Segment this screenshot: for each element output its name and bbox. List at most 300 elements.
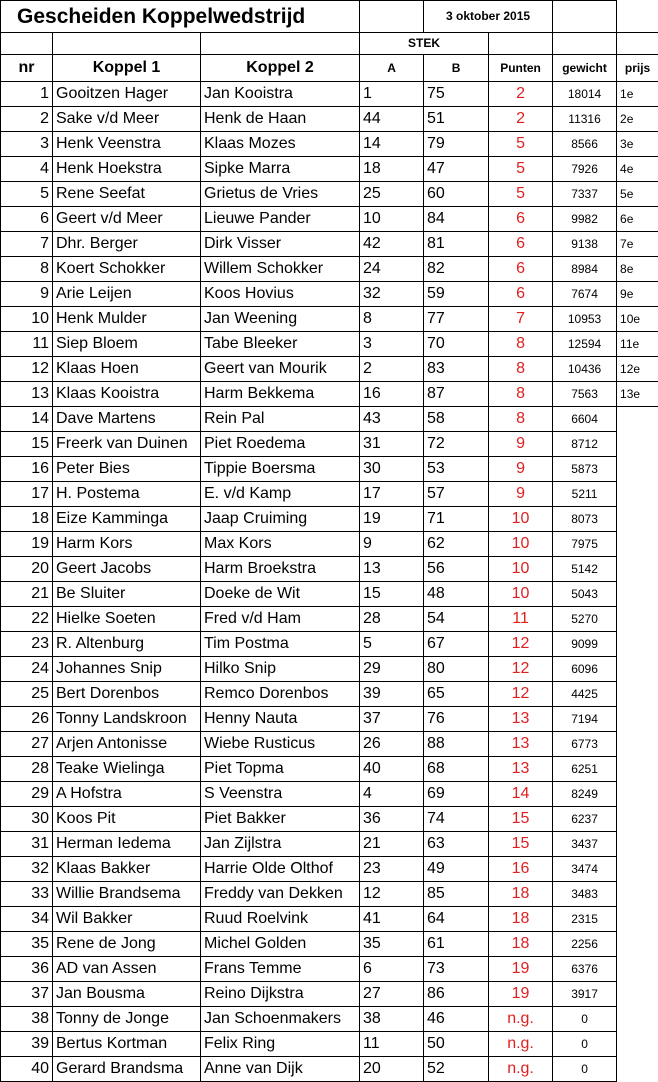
cell-koppel2: Piet Topma — [201, 757, 360, 782]
cell-koppel1: Koos Pit — [53, 807, 201, 832]
table-row — [1, 607, 658, 632]
cell-koppel2: Anne van Dijk — [201, 1057, 360, 1082]
cell-stek-b: 49 — [424, 857, 489, 882]
cell-stek-a: 16 — [360, 382, 424, 407]
cell-stek-b: 68 — [424, 757, 489, 782]
cell-punten: 9 — [489, 432, 553, 457]
cell-koppel2: Ruud Roelvink — [201, 907, 360, 932]
header-prijs: prijs — [617, 55, 658, 82]
cell-prijs: 4e — [617, 157, 658, 182]
table-row — [1, 932, 658, 957]
cell-prijs — [617, 907, 658, 932]
cell-stek-a: 6 — [360, 957, 424, 982]
cell-stek-b: 61 — [424, 932, 489, 957]
table-row — [1, 482, 658, 507]
cell-koppel1: Eize Kamminga — [53, 507, 201, 532]
cell-gewicht: 6604 — [553, 407, 617, 432]
cell-koppel2: Tim Postma — [201, 632, 360, 657]
cell-koppel1: Klaas Hoen — [53, 357, 201, 382]
table-row — [1, 757, 658, 782]
cell-prijs — [617, 1057, 658, 1082]
cell-stek-a: 27 — [360, 982, 424, 1007]
cell-stek-b: 62 — [424, 532, 489, 557]
cell-punten: 13 — [489, 732, 553, 757]
cell-punten: 6 — [489, 282, 553, 307]
cell-gewicht: 8566 — [553, 132, 617, 157]
cell-prijs: 8e — [617, 257, 658, 282]
cell-prijs — [617, 957, 658, 982]
cell-koppel1: Sake v/d Meer — [53, 107, 201, 132]
cell-stek-b: 88 — [424, 732, 489, 757]
cell-koppel1: Harm Kors — [53, 532, 201, 557]
cell-stek-a: 30 — [360, 457, 424, 482]
cell-stek-b: 80 — [424, 657, 489, 682]
cell-gewicht: 0 — [553, 1057, 617, 1082]
cell-nr: 2 — [1, 107, 53, 132]
empty-cell — [553, 33, 617, 55]
stek-row — [1, 33, 658, 55]
cell-stek-a: 12 — [360, 882, 424, 907]
cell-gewicht: 3483 — [553, 882, 617, 907]
cell-punten: 5 — [489, 182, 553, 207]
cell-nr: 29 — [1, 782, 53, 807]
cell-gewicht: 8073 — [553, 507, 617, 532]
cell-stek-a: 13 — [360, 557, 424, 582]
cell-koppel1: R. Altenburg — [53, 632, 201, 657]
cell-nr: 33 — [1, 882, 53, 907]
cell-prijs — [617, 782, 658, 807]
empty-cell — [1, 33, 53, 55]
cell-nr: 31 — [1, 832, 53, 857]
cell-punten: 8 — [489, 407, 553, 432]
cell-gewicht: 3437 — [553, 832, 617, 857]
cell-stek-b: 87 — [424, 382, 489, 407]
table-row — [1, 782, 658, 807]
cell-stek-b: 56 — [424, 557, 489, 582]
cell-stek-b: 76 — [424, 707, 489, 732]
cell-koppel2: Frans Temme — [201, 957, 360, 982]
empty-cell — [489, 33, 553, 55]
cell-prijs — [617, 582, 658, 607]
cell-koppel1: Arjen Antonisse — [53, 732, 201, 757]
cell-koppel1: Jan Bousma — [53, 982, 201, 1007]
cell-stek-b: 81 — [424, 232, 489, 257]
cell-koppel1: Bertus Kortman — [53, 1032, 201, 1057]
cell-stek-a: 15 — [360, 582, 424, 607]
cell-prijs: 5e — [617, 182, 658, 207]
cell-punten: 6 — [489, 232, 553, 257]
cell-stek-a: 23 — [360, 857, 424, 882]
cell-nr: 37 — [1, 982, 53, 1007]
table-row — [1, 332, 658, 357]
header-nr: nr — [1, 55, 53, 82]
cell-koppel1: Geert Jacobs — [53, 557, 201, 582]
table-row — [1, 732, 658, 757]
table-row — [1, 307, 658, 332]
cell-stek-b: 83 — [424, 357, 489, 382]
cell-nr: 10 — [1, 307, 53, 332]
cell-koppel2: Dirk Visser — [201, 232, 360, 257]
cell-gewicht: 3474 — [553, 857, 617, 882]
cell-stek-a: 26 — [360, 732, 424, 757]
cell-punten: 12 — [489, 632, 553, 657]
cell-nr: 24 — [1, 657, 53, 682]
empty-cell — [617, 1, 658, 33]
table-row — [1, 507, 658, 532]
table-row — [1, 632, 658, 657]
cell-prijs: 3e — [617, 132, 658, 157]
cell-prijs — [617, 882, 658, 907]
table-row — [1, 532, 658, 557]
cell-gewicht: 3917 — [553, 982, 617, 1007]
cell-prijs — [617, 457, 658, 482]
cell-nr: 36 — [1, 957, 53, 982]
cell-stek-a: 25 — [360, 182, 424, 207]
cell-koppel1: Tonny de Jonge — [53, 1007, 201, 1032]
cell-stek-a: 17 — [360, 482, 424, 507]
cell-prijs — [617, 657, 658, 682]
cell-gewicht: 10436 — [553, 357, 617, 382]
cell-koppel2: Fred v/d Ham — [201, 607, 360, 632]
cell-stek-a: 18 — [360, 157, 424, 182]
cell-stek-b: 85 — [424, 882, 489, 907]
cell-koppel2: Sipke Marra — [201, 157, 360, 182]
cell-stek-a: 35 — [360, 932, 424, 957]
cell-gewicht: 11316 — [553, 107, 617, 132]
cell-koppel1: Dave Martens — [53, 407, 201, 432]
cell-koppel1: Freerk van Duinen — [53, 432, 201, 457]
cell-koppel2: Max Kors — [201, 532, 360, 557]
cell-gewicht: 2315 — [553, 907, 617, 932]
cell-nr: 26 — [1, 707, 53, 732]
cell-koppel2: Jan Schoenmakers — [201, 1007, 360, 1032]
cell-stek-a: 31 — [360, 432, 424, 457]
cell-nr: 5 — [1, 182, 53, 207]
cell-koppel2: Doeke de Wit — [201, 582, 360, 607]
cell-prijs: 2e — [617, 107, 658, 132]
table-row — [1, 582, 658, 607]
cell-stek-a: 28 — [360, 607, 424, 632]
sheet-title: Gescheiden Koppelwedstrijd — [1, 1, 360, 33]
cell-punten: 9 — [489, 482, 553, 507]
cell-prijs — [617, 607, 658, 632]
cell-nr: 32 — [1, 857, 53, 882]
cell-stek-a: 41 — [360, 907, 424, 932]
cell-stek-b: 86 — [424, 982, 489, 1007]
cell-koppel2: Harrie Olde Olthof — [201, 857, 360, 882]
cell-stek-b: 46 — [424, 1007, 489, 1032]
cell-punten: 16 — [489, 857, 553, 882]
empty-cell — [53, 33, 201, 55]
cell-punten: 8 — [489, 382, 553, 407]
cell-gewicht: 2256 — [553, 932, 617, 957]
cell-punten: 12 — [489, 657, 553, 682]
date-cell: 3 oktober 2015 — [424, 1, 553, 33]
table-row — [1, 707, 658, 732]
cell-koppel1: Wil Bakker — [53, 907, 201, 932]
cell-koppel1: Herman Iedema — [53, 832, 201, 857]
cell-prijs: 6e — [617, 207, 658, 232]
table-row — [1, 157, 658, 182]
cell-nr: 40 — [1, 1057, 53, 1082]
cell-punten: 19 — [489, 957, 553, 982]
cell-stek-a: 3 — [360, 332, 424, 357]
cell-stek-b: 82 — [424, 257, 489, 282]
cell-gewicht: 9138 — [553, 232, 617, 257]
cell-gewicht: 7975 — [553, 532, 617, 557]
empty-cell — [617, 33, 658, 55]
cell-punten: 2 — [489, 82, 553, 107]
cell-stek-a: 38 — [360, 1007, 424, 1032]
cell-gewicht: 7926 — [553, 157, 617, 182]
cell-nr: 34 — [1, 907, 53, 932]
cell-stek-a: 8 — [360, 307, 424, 332]
cell-punten: 6 — [489, 207, 553, 232]
cell-koppel1: Peter Bies — [53, 457, 201, 482]
cell-stek-a: 5 — [360, 632, 424, 657]
cell-prijs — [617, 707, 658, 732]
cell-koppel1: Rene de Jong — [53, 932, 201, 957]
cell-stek-b: 51 — [424, 107, 489, 132]
cell-koppel2: Tippie Boersma — [201, 457, 360, 482]
cell-punten: 11 — [489, 607, 553, 632]
table-row — [1, 407, 658, 432]
cell-stek-b: 70 — [424, 332, 489, 357]
cell-gewicht: 7563 — [553, 382, 617, 407]
cell-gewicht: 6376 — [553, 957, 617, 982]
cell-stek-a: 9 — [360, 532, 424, 557]
cell-prijs — [617, 432, 658, 457]
cell-stek-a: 32 — [360, 282, 424, 307]
cell-stek-a: 29 — [360, 657, 424, 682]
cell-prijs — [617, 407, 658, 432]
cell-nr: 21 — [1, 582, 53, 607]
cell-stek-b: 69 — [424, 782, 489, 807]
cell-koppel1: A Hofstra — [53, 782, 201, 807]
cell-koppel1: Johannes Snip — [53, 657, 201, 682]
cell-punten: 7 — [489, 307, 553, 332]
cell-prijs — [617, 932, 658, 957]
cell-koppel1: Hielke Soeten — [53, 607, 201, 632]
cell-prijs: 1e — [617, 82, 658, 107]
title-row — [1, 1, 658, 33]
cell-nr: 6 — [1, 207, 53, 232]
table-row — [1, 682, 658, 707]
cell-koppel1: Bert Dorenbos — [53, 682, 201, 707]
cell-gewicht: 8712 — [553, 432, 617, 457]
cell-koppel1: Tonny Landskroon — [53, 707, 201, 732]
cell-prijs — [617, 1032, 658, 1057]
cell-stek-a: 2 — [360, 357, 424, 382]
cell-stek-a: 19 — [360, 507, 424, 532]
cell-koppel1: AD van Assen — [53, 957, 201, 982]
cell-koppel1: Arie Leijen — [53, 282, 201, 307]
cell-nr: 14 — [1, 407, 53, 432]
cell-koppel2: Freddy van Dekken — [201, 882, 360, 907]
empty-cell — [360, 1, 424, 33]
cell-koppel1: Koert Schokker — [53, 257, 201, 282]
cell-gewicht: 5270 — [553, 607, 617, 632]
cell-punten: 18 — [489, 907, 553, 932]
cell-stek-b: 48 — [424, 582, 489, 607]
cell-koppel2: Harm Broekstra — [201, 557, 360, 582]
cell-stek-a: 40 — [360, 757, 424, 782]
cell-nr: 3 — [1, 132, 53, 157]
cell-gewicht: 9099 — [553, 632, 617, 657]
empty-cell — [201, 33, 360, 55]
cell-stek-b: 72 — [424, 432, 489, 457]
cell-koppel1: Henk Veenstra — [53, 132, 201, 157]
table-row — [1, 857, 658, 882]
cell-koppel2: Klaas Mozes — [201, 132, 360, 157]
cell-stek-b: 67 — [424, 632, 489, 657]
table-row — [1, 657, 658, 682]
cell-stek-b: 53 — [424, 457, 489, 482]
cell-prijs — [617, 732, 658, 757]
cell-stek-b: 77 — [424, 307, 489, 332]
cell-prijs: 10e — [617, 307, 658, 332]
cell-koppel1: Siep Bloem — [53, 332, 201, 357]
table-row — [1, 907, 658, 932]
cell-nr: 8 — [1, 257, 53, 282]
cell-koppel1: Be Sluiter — [53, 582, 201, 607]
cell-gewicht: 5043 — [553, 582, 617, 607]
cell-stek-a: 1 — [360, 82, 424, 107]
header-gewicht: gewicht — [553, 55, 617, 82]
cell-stek-b: 58 — [424, 407, 489, 432]
table-row — [1, 1007, 658, 1032]
cell-prijs: 13e — [617, 382, 658, 407]
table-row — [1, 982, 658, 1007]
cell-nr: 19 — [1, 532, 53, 557]
cell-prijs — [617, 682, 658, 707]
cell-koppel1: H. Postema — [53, 482, 201, 507]
table-row — [1, 182, 658, 207]
cell-prijs: 7e — [617, 232, 658, 257]
cell-koppel2: Henny Nauta — [201, 707, 360, 732]
table-row — [1, 282, 658, 307]
cell-koppel2: Remco Dorenbos — [201, 682, 360, 707]
cell-stek-b: 63 — [424, 832, 489, 857]
table-row — [1, 257, 658, 282]
cell-punten: n.g. — [489, 1007, 553, 1032]
cell-punten: 8 — [489, 332, 553, 357]
cell-punten: 10 — [489, 582, 553, 607]
cell-gewicht: 6237 — [553, 807, 617, 832]
cell-koppel2: E. v/d Kamp — [201, 482, 360, 507]
cell-stek-b: 74 — [424, 807, 489, 832]
cell-stek-a: 21 — [360, 832, 424, 857]
cell-koppel1: Geert v/d Meer — [53, 207, 201, 232]
cell-koppel2: S Veenstra — [201, 782, 360, 807]
cell-koppel1: Rene Seefat — [53, 182, 201, 207]
table-row — [1, 557, 658, 582]
cell-prijs — [617, 982, 658, 1007]
cell-gewicht: 8249 — [553, 782, 617, 807]
cell-gewicht: 0 — [553, 1032, 617, 1057]
cell-nr: 9 — [1, 282, 53, 307]
cell-stek-b: 52 — [424, 1057, 489, 1082]
cell-punten: 14 — [489, 782, 553, 807]
cell-stek-b: 60 — [424, 182, 489, 207]
cell-punten: n.g. — [489, 1057, 553, 1082]
cell-gewicht: 5873 — [553, 457, 617, 482]
cell-punten: 15 — [489, 807, 553, 832]
table-row — [1, 457, 658, 482]
cell-stek-b: 47 — [424, 157, 489, 182]
cell-koppel1: Dhr. Berger — [53, 232, 201, 257]
cell-koppel1: Klaas Kooistra — [53, 382, 201, 407]
cell-koppel2: Willem Schokker — [201, 257, 360, 282]
cell-prijs — [617, 482, 658, 507]
cell-stek-a: 39 — [360, 682, 424, 707]
cell-stek-a: 44 — [360, 107, 424, 132]
cell-stek-a: 37 — [360, 707, 424, 732]
header-koppel2: Koppel 2 — [201, 55, 360, 82]
cell-koppel2: Piet Roedema — [201, 432, 360, 457]
cell-prijs — [617, 832, 658, 857]
cell-prijs — [617, 1007, 658, 1032]
cell-prijs — [617, 632, 658, 657]
cell-nr: 35 — [1, 932, 53, 957]
cell-stek-b: 57 — [424, 482, 489, 507]
cell-koppel2: Rein Pal — [201, 407, 360, 432]
cell-stek-a: 4 — [360, 782, 424, 807]
cell-gewicht: 4425 — [553, 682, 617, 707]
cell-punten: 5 — [489, 157, 553, 182]
table-row — [1, 232, 658, 257]
cell-punten: 9 — [489, 457, 553, 482]
cell-prijs — [617, 757, 658, 782]
cell-punten: 8 — [489, 357, 553, 382]
cell-koppel2: Koos Hovius — [201, 282, 360, 307]
cell-gewicht: 6773 — [553, 732, 617, 757]
cell-stek-b: 65 — [424, 682, 489, 707]
cell-koppel2: Tabe Bleeker — [201, 332, 360, 357]
table-row — [1, 832, 658, 857]
cell-koppel2: Grietus de Vries — [201, 182, 360, 207]
cell-koppel2: Wiebe Rusticus — [201, 732, 360, 757]
cell-koppel2: Lieuwe Pander — [201, 207, 360, 232]
header-punten: Punten — [489, 55, 553, 82]
cell-nr: 13 — [1, 382, 53, 407]
empty-cell — [553, 1, 617, 33]
cell-stek-a: 10 — [360, 207, 424, 232]
cell-koppel2: Hilko Snip — [201, 657, 360, 682]
cell-gewicht: 7674 — [553, 282, 617, 307]
cell-gewicht: 7337 — [553, 182, 617, 207]
cell-nr: 23 — [1, 632, 53, 657]
cell-gewicht: 6251 — [553, 757, 617, 782]
cell-gewicht: 9982 — [553, 207, 617, 232]
cell-koppel2: Michel Golden — [201, 932, 360, 957]
cell-koppel1: Klaas Bakker — [53, 857, 201, 882]
stek-header: STEK — [360, 33, 489, 55]
table-row — [1, 957, 658, 982]
cell-gewicht: 5142 — [553, 557, 617, 582]
cell-nr: 22 — [1, 607, 53, 632]
cell-koppel1: Henk Mulder — [53, 307, 201, 332]
cell-punten: 6 — [489, 257, 553, 282]
header-koppel1: Koppel 1 — [53, 55, 201, 82]
cell-koppel2: Geert van Mourik — [201, 357, 360, 382]
cell-stek-b: 64 — [424, 907, 489, 932]
cell-nr: 11 — [1, 332, 53, 357]
cell-koppel2: Felix Ring — [201, 1032, 360, 1057]
cell-punten: 10 — [489, 532, 553, 557]
cell-koppel1: Willie Brandsema — [53, 882, 201, 907]
cell-nr: 4 — [1, 157, 53, 182]
